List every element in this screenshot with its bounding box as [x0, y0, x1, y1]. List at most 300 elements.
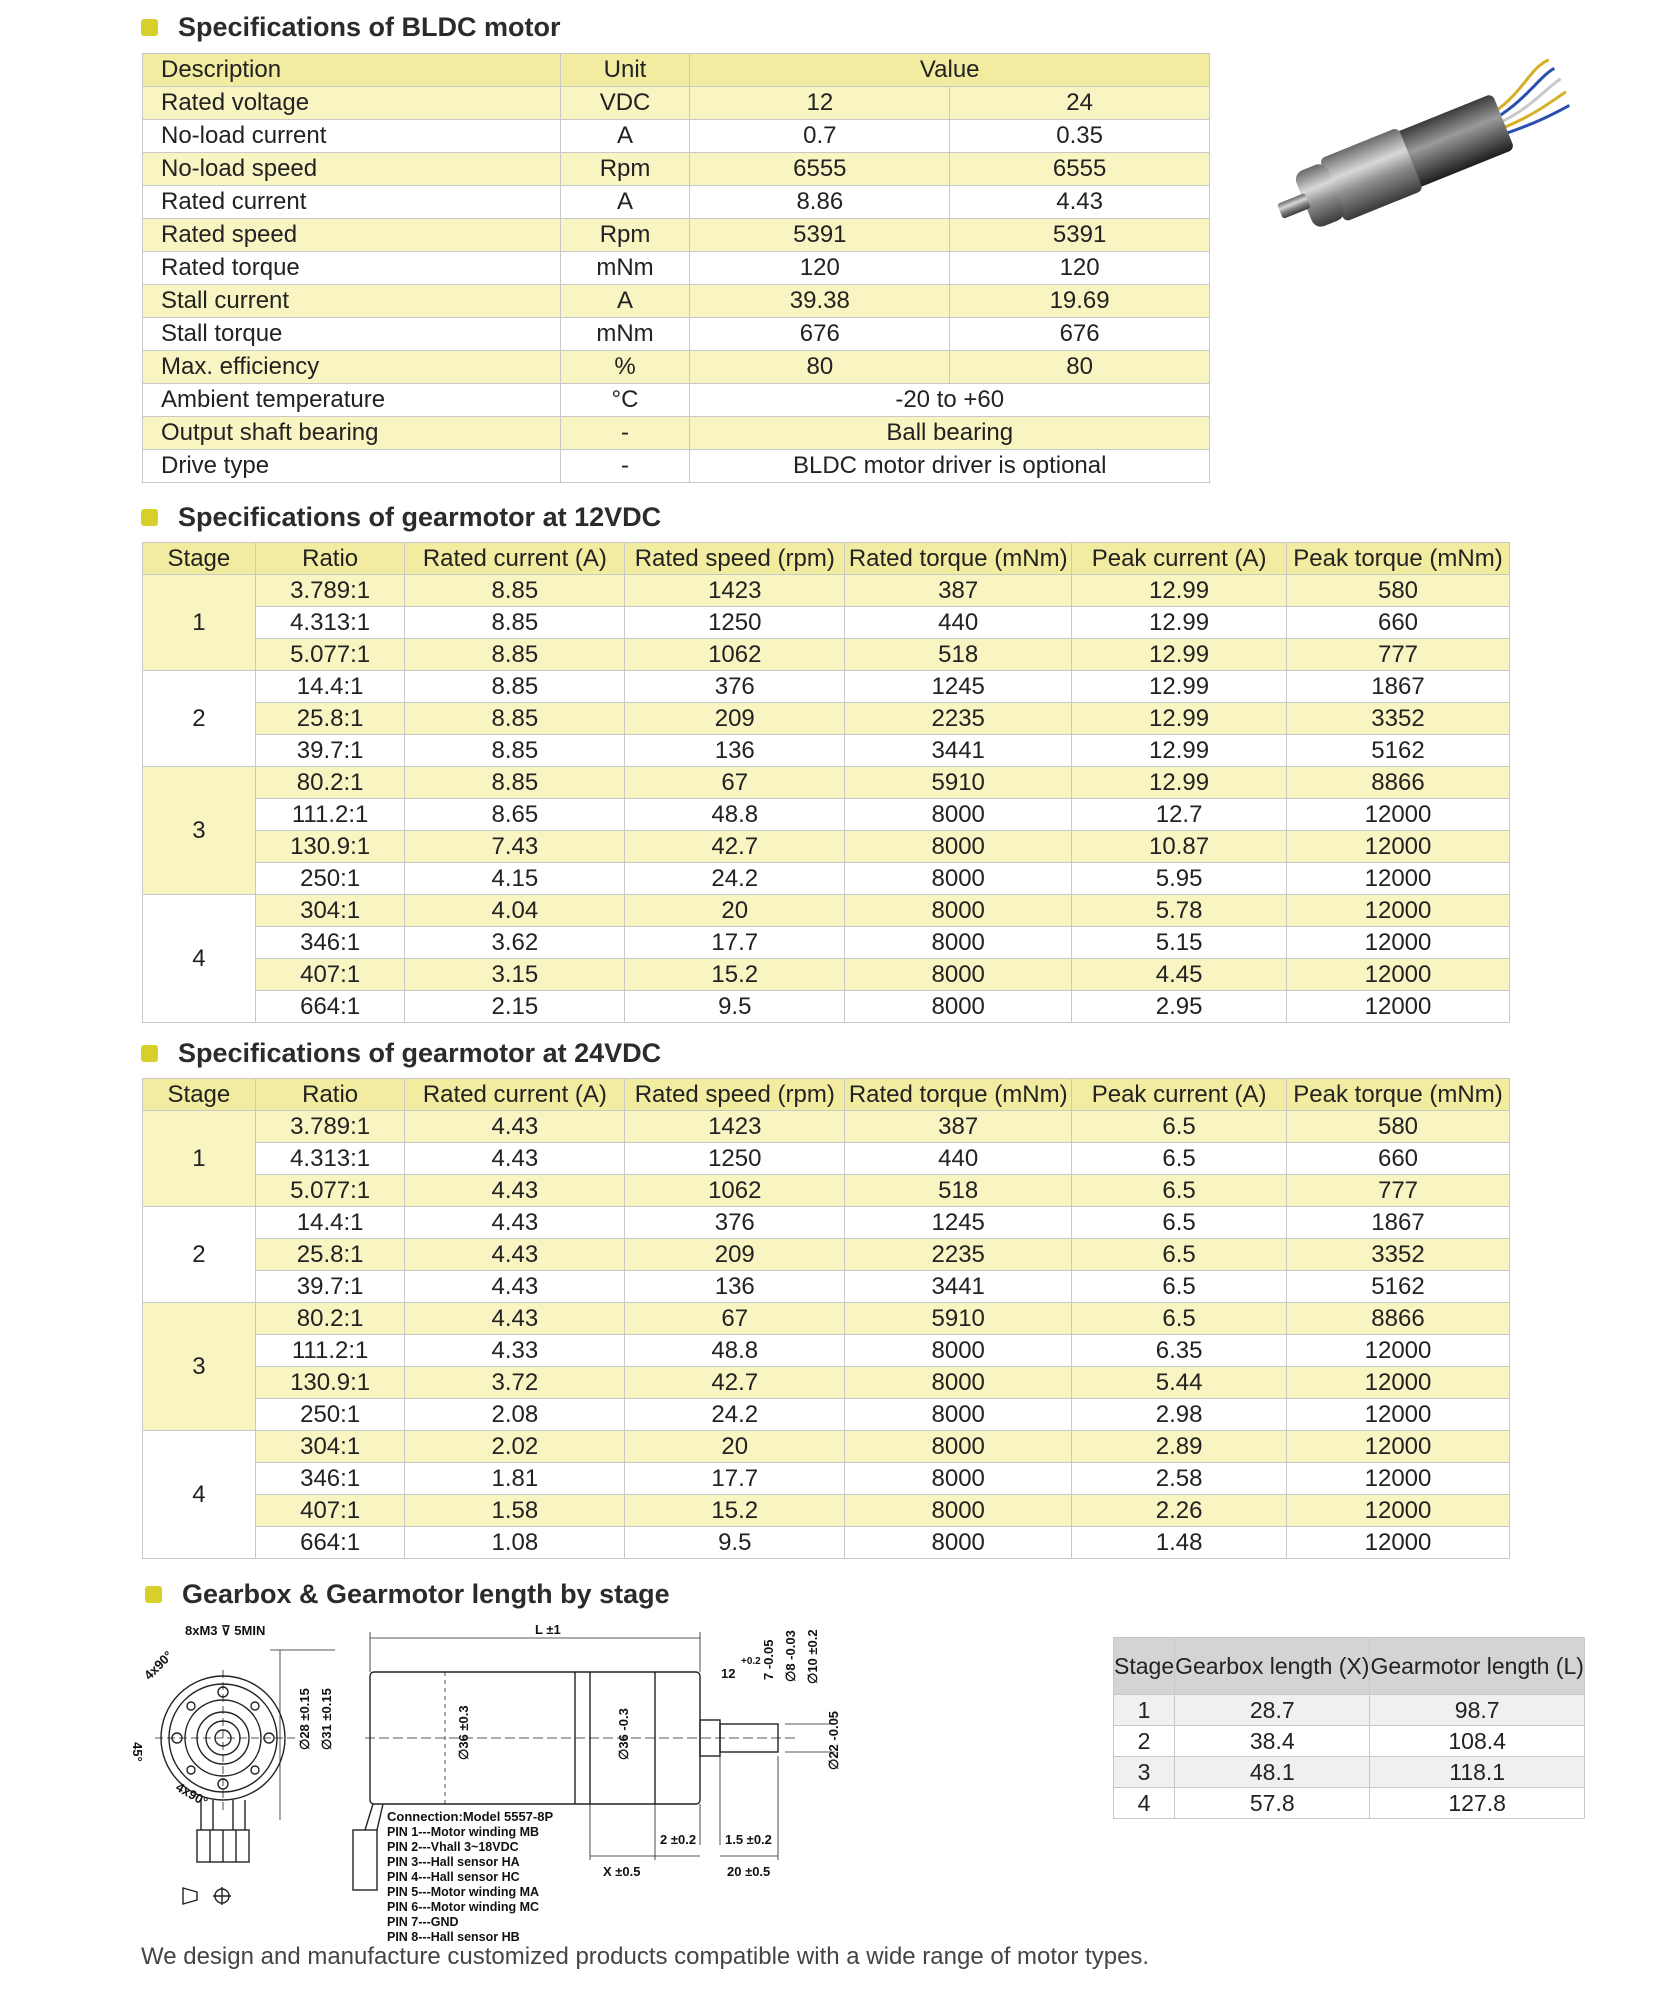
table-cell: 346:1: [255, 927, 405, 959]
table-row: [143, 767, 1510, 799]
table-cell: 14.4:1: [255, 671, 405, 703]
section-title-text: Specifications of gearmotor at 24VDC: [178, 1038, 662, 1068]
table-cell: 12000: [1287, 1495, 1510, 1527]
table-cell: A: [560, 120, 690, 153]
table-cell: 8866: [1287, 767, 1510, 799]
table-cell: 0.7: [690, 120, 950, 153]
table-cell: 2.02: [405, 1431, 625, 1463]
table-cell: 5.95: [1072, 863, 1287, 895]
table-cell: 4: [1114, 1788, 1175, 1819]
table-cell: 39.38: [690, 285, 950, 318]
col-header: Rated torque (mNm): [845, 543, 1072, 575]
table-cell: 6.5: [1072, 1271, 1287, 1303]
table-cell: 440: [845, 607, 1072, 639]
table-cell: 8000: [845, 831, 1072, 863]
table-cell: 118.1: [1370, 1757, 1584, 1788]
table-cell: 676: [690, 318, 950, 351]
dim-label: 20 ±0.5: [727, 1864, 771, 1879]
col-header: Gearbox length (X): [1175, 1638, 1370, 1695]
table-cell: 4.15: [405, 863, 625, 895]
table-cell: 660: [1287, 1143, 1510, 1175]
table-cell: 1423: [625, 1111, 845, 1143]
table-cell: No-load current: [143, 120, 561, 153]
table-cell: 5.44: [1072, 1367, 1287, 1399]
table-header-row: [143, 1079, 1510, 1111]
table-row: [143, 318, 1210, 351]
table-row: [1114, 1726, 1585, 1757]
col-header: Ratio: [255, 1079, 405, 1111]
table-cell: 5391: [690, 219, 950, 252]
table-cell: 12.99: [1072, 639, 1287, 671]
table-cell: 12000: [1287, 1335, 1510, 1367]
col-header: Peak torque (mNm): [1287, 543, 1510, 575]
table-cell: 5391: [950, 219, 1210, 252]
motor-product-image: [1255, 55, 1585, 255]
col-header: Ratio: [255, 543, 405, 575]
table-cell: 5.78: [1072, 895, 1287, 927]
table-cell: 8000: [845, 1527, 1072, 1559]
col-header: Stage: [143, 543, 256, 575]
gear24-spec-table: [142, 1078, 1510, 1559]
table-cell: 6.5: [1072, 1303, 1287, 1335]
table-row: [143, 1207, 1510, 1239]
col-header: Rated current (A): [405, 1079, 625, 1111]
table-cell: 518: [845, 1175, 1072, 1207]
table-cell: 4.43: [405, 1207, 625, 1239]
table-cell: 12: [690, 87, 950, 120]
table-cell: 67: [625, 1303, 845, 1335]
table-row: [143, 1495, 1510, 1527]
angle-label: 4x90°: [173, 1779, 211, 1810]
bullet-icon: [141, 509, 158, 526]
table-cell: A: [560, 285, 690, 318]
table-cell: 9.5: [625, 991, 845, 1023]
table-cell: 3.62: [405, 927, 625, 959]
table-cell: 12000: [1287, 991, 1510, 1023]
table-cell: Output shaft bearing: [143, 417, 561, 450]
table-cell: 664:1: [255, 1527, 405, 1559]
bullet-icon: [141, 1045, 158, 1062]
pin-label: PIN 4---Hall sensor HC: [387, 1870, 520, 1884]
table-cell: 8.85: [405, 575, 625, 607]
table-cell: 407:1: [255, 1495, 405, 1527]
table-cell: 8000: [845, 1495, 1072, 1527]
table-cell: 8.85: [405, 735, 625, 767]
table-row: [143, 927, 1510, 959]
table-row: [143, 219, 1210, 252]
pin-label: PIN 6---Motor winding MC: [387, 1900, 540, 1914]
table-cell: 346:1: [255, 1463, 405, 1495]
table-cell: 136: [625, 735, 845, 767]
table-cell: Rpm: [560, 219, 690, 252]
col-header: Value: [690, 54, 1210, 87]
table-cell: 8000: [845, 959, 1072, 991]
table-row: [143, 384, 1210, 417]
table-cell: 2235: [845, 1239, 1072, 1271]
table-row: [143, 1431, 1510, 1463]
table-cell: 250:1: [255, 1399, 405, 1431]
table-cell: 6.5: [1072, 1175, 1287, 1207]
table-cell: 4.43: [405, 1303, 625, 1335]
table-cell: 387: [845, 575, 1072, 607]
table-cell: 660: [1287, 607, 1510, 639]
table-row: [143, 863, 1510, 895]
table-cell: Rated speed: [143, 219, 561, 252]
table-cell: A: [560, 186, 690, 219]
dim-label: +0.2: [741, 1656, 761, 1667]
table-cell: 1.48: [1072, 1527, 1287, 1559]
table-cell: 1867: [1287, 1207, 1510, 1239]
table-cell: 4.45: [1072, 959, 1287, 991]
table-cell: mNm: [560, 252, 690, 285]
table-cell: 1245: [845, 1207, 1072, 1239]
table-cell: 8000: [845, 1431, 1072, 1463]
dim-label: 1.5 ±0.2: [725, 1832, 772, 1847]
table-cell: 3.15: [405, 959, 625, 991]
table-cell: 5.077:1: [255, 639, 405, 671]
table-cell: 1.58: [405, 1495, 625, 1527]
table-cell: 376: [625, 1207, 845, 1239]
table-row: [143, 1143, 1510, 1175]
table-cell: 111.2:1: [255, 1335, 405, 1367]
table-cell: 4.43: [405, 1111, 625, 1143]
table-cell: 9.5: [625, 1527, 845, 1559]
table-cell: °C: [560, 384, 690, 417]
table-cell: 48.8: [625, 1335, 845, 1367]
table-cell: 20: [625, 895, 845, 927]
pin-label: PIN 1---Motor winding MB: [387, 1825, 540, 1839]
stage-cell: 4: [143, 895, 256, 1023]
table-cell: 8000: [845, 895, 1072, 927]
table-cell: 12.7: [1072, 799, 1287, 831]
table-row: [143, 1239, 1510, 1271]
table-cell: 209: [625, 1239, 845, 1271]
table-cell: 8000: [845, 863, 1072, 895]
table-cell: 17.7: [625, 1463, 845, 1495]
table-row: [143, 285, 1210, 318]
table-cell: 2.98: [1072, 1399, 1287, 1431]
table-cell: 12000: [1287, 959, 1510, 991]
table-cell: 777: [1287, 1175, 1510, 1207]
col-header: Stage: [143, 1079, 256, 1111]
table-row: [143, 186, 1210, 219]
holes-label: 8xM3 ⊽ 5MIN: [185, 1623, 266, 1638]
table-cell: 209: [625, 703, 845, 735]
table-cell: 3352: [1287, 1239, 1510, 1271]
table-cell: 24.2: [625, 863, 845, 895]
dim-label: ∅22 -0.05: [826, 1710, 841, 1770]
table-cell: 2.08: [405, 1399, 625, 1431]
table-cell: 14.4:1: [255, 1207, 405, 1239]
table-cell: 12000: [1287, 1463, 1510, 1495]
table-cell: 4.313:1: [255, 607, 405, 639]
table-cell: 130.9:1: [255, 831, 405, 863]
dim-label: 2 ±0.2: [660, 1832, 697, 1847]
bullet-icon: [145, 1586, 162, 1603]
table-cell: Rated current: [143, 186, 561, 219]
table-cell: BLDC motor driver is optional: [690, 450, 1210, 483]
table-cell: 120: [950, 252, 1210, 285]
section-title-bldc: [141, 12, 561, 43]
stage-cell: 3: [143, 1303, 256, 1431]
table-cell: %: [560, 351, 690, 384]
section-title-text: Specifications of BLDC motor: [178, 12, 561, 42]
table-cell: 57.8: [1175, 1788, 1370, 1819]
pin-label: PIN 5---Motor winding MA: [387, 1885, 540, 1899]
table-cell: 2.95: [1072, 991, 1287, 1023]
table-cell: VDC: [560, 87, 690, 120]
table-cell: 6.5: [1072, 1239, 1287, 1271]
table-row: [143, 991, 1510, 1023]
table-row: [143, 120, 1210, 153]
table-row: [143, 639, 1510, 671]
table-cell: 12.99: [1072, 767, 1287, 799]
table-cell: 12.99: [1072, 575, 1287, 607]
table-cell: 3441: [845, 735, 1072, 767]
table-cell: 1250: [625, 1143, 845, 1175]
table-row: [143, 1303, 1510, 1335]
table-cell: 6555: [690, 153, 950, 186]
table-cell: 5162: [1287, 735, 1510, 767]
dim-label: 7 -0.05: [761, 1639, 776, 1680]
table-cell: 7.43: [405, 831, 625, 863]
table-cell: 1062: [625, 639, 845, 671]
table-cell: 8.85: [405, 703, 625, 735]
table-row: [143, 735, 1510, 767]
col-header: Peak current (A): [1072, 543, 1287, 575]
table-cell: 1: [1114, 1695, 1175, 1726]
table-row: [143, 87, 1210, 120]
table-cell: 4.43: [405, 1271, 625, 1303]
table-cell: 108.4: [1370, 1726, 1584, 1757]
table-cell: 440: [845, 1143, 1072, 1175]
table-row: [143, 831, 1510, 863]
table-cell: 39.7:1: [255, 1271, 405, 1303]
dim-label: ∅31 ±0.15: [319, 1688, 334, 1750]
table-header-row: [143, 543, 1510, 575]
table-row: [143, 1335, 1510, 1367]
col-header: Rated speed (rpm): [625, 1079, 845, 1111]
table-cell: 5162: [1287, 1271, 1510, 1303]
table-row: [1114, 1757, 1585, 1788]
table-cell: 3.789:1: [255, 1111, 405, 1143]
table-cell: 250:1: [255, 863, 405, 895]
pin-label: PIN 2---Vhall 3~18VDC: [387, 1840, 519, 1854]
table-cell: -: [560, 450, 690, 483]
table-cell: 2235: [845, 703, 1072, 735]
table-cell: 4.04: [405, 895, 625, 927]
stage-cell: 3: [143, 767, 256, 895]
table-row: [143, 1367, 1510, 1399]
table-cell: Rated voltage: [143, 87, 561, 120]
table-cell: 28.7: [1175, 1695, 1370, 1726]
length-table: [1113, 1637, 1585, 1819]
table-cell: 12000: [1287, 799, 1510, 831]
table-cell: 12000: [1287, 831, 1510, 863]
table-cell: 80: [690, 351, 950, 384]
table-cell: 48.8: [625, 799, 845, 831]
table-cell: 3441: [845, 1271, 1072, 1303]
table-row: [143, 153, 1210, 186]
table-cell: 17.7: [625, 927, 845, 959]
table-row: [143, 607, 1510, 639]
section-title-length: [145, 1579, 670, 1610]
table-header-row: [143, 54, 1210, 87]
table-cell: 127.8: [1370, 1788, 1584, 1819]
table-cell: 24: [950, 87, 1210, 120]
table-row: [143, 1399, 1510, 1431]
table-cell: 12000: [1287, 895, 1510, 927]
table-cell: 1250: [625, 607, 845, 639]
connection-label: Connection:Model 5557-8P: [387, 1809, 554, 1824]
table-cell: 4.33: [405, 1335, 625, 1367]
table-cell: 304:1: [255, 895, 405, 927]
table-cell: 676: [950, 318, 1210, 351]
table-cell: 12.99: [1072, 607, 1287, 639]
table-cell: 25.8:1: [255, 1239, 405, 1271]
table-cell: 2.26: [1072, 1495, 1287, 1527]
table-cell: 8000: [845, 991, 1072, 1023]
table-cell: Drive type: [143, 450, 561, 483]
table-cell: 8866: [1287, 1303, 1510, 1335]
table-row: [143, 799, 1510, 831]
table-cell: 98.7: [1370, 1695, 1584, 1726]
table-cell: 5.077:1: [255, 1175, 405, 1207]
table-cell: 130.9:1: [255, 1367, 405, 1399]
table-cell: 3.789:1: [255, 575, 405, 607]
table-cell: 4.43: [405, 1175, 625, 1207]
col-header: Peak torque (mNm): [1287, 1079, 1510, 1111]
table-cell: Stall torque: [143, 318, 561, 351]
table-cell: 376: [625, 671, 845, 703]
bldc-spec-table: [142, 53, 1210, 483]
col-header: Peak current (A): [1072, 1079, 1287, 1111]
table-cell: 6.5: [1072, 1207, 1287, 1239]
table-cell: 2.89: [1072, 1431, 1287, 1463]
table-row: [143, 351, 1210, 384]
table-cell: 8000: [845, 927, 1072, 959]
table-cell: 80.2:1: [255, 1303, 405, 1335]
table-cell: 4.43: [950, 186, 1210, 219]
table-cell: Max. efficiency: [143, 351, 561, 384]
table-cell: 4.43: [405, 1239, 625, 1271]
table-cell: 12.99: [1072, 735, 1287, 767]
table-cell: 1.08: [405, 1527, 625, 1559]
table-cell: 8.85: [405, 639, 625, 671]
angle-label: 4x90°: [140, 1647, 176, 1683]
table-row: [143, 1271, 1510, 1303]
dim-label: X ±0.5: [603, 1864, 641, 1879]
table-cell: 42.7: [625, 831, 845, 863]
table-cell: 664:1: [255, 991, 405, 1023]
table-cell: 8000: [845, 799, 1072, 831]
table-cell: 2.58: [1072, 1463, 1287, 1495]
table-cell: 111.2:1: [255, 799, 405, 831]
stage-cell: 2: [143, 1207, 256, 1303]
col-header: Description: [143, 54, 561, 87]
table-cell: 3.72: [405, 1367, 625, 1399]
table-cell: Rated torque: [143, 252, 561, 285]
dim-label: ∅36 -0.3: [616, 1708, 631, 1760]
table-cell: 48.1: [1175, 1757, 1370, 1788]
section-title-text: Gearbox & Gearmotor length by stage: [182, 1579, 670, 1609]
pin-label: PIN 8---Hall sensor HB: [387, 1930, 520, 1944]
col-header: Rated speed (rpm): [625, 543, 845, 575]
table-cell: 8000: [845, 1335, 1072, 1367]
table-cell: Ball bearing: [690, 417, 1210, 450]
table-cell: 1423: [625, 575, 845, 607]
table-row: [143, 1111, 1510, 1143]
table-cell: 3352: [1287, 703, 1510, 735]
table-cell: 1062: [625, 1175, 845, 1207]
table-cell: 12.99: [1072, 671, 1287, 703]
table-row: [143, 671, 1510, 703]
stage-cell: 1: [143, 1111, 256, 1207]
table-row: [143, 252, 1210, 285]
table-row: [143, 703, 1510, 735]
stage-cell: 2: [143, 671, 256, 767]
table-cell: 2: [1114, 1726, 1175, 1757]
table-cell: 6555: [950, 153, 1210, 186]
table-row: [143, 1527, 1510, 1559]
col-header: Unit: [560, 54, 690, 87]
table-row: [143, 895, 1510, 927]
table-row: [143, 575, 1510, 607]
table-cell: 8000: [845, 1463, 1072, 1495]
table-cell: 777: [1287, 639, 1510, 671]
table-cell: 136: [625, 1271, 845, 1303]
dim-label: ∅28 ±0.15: [297, 1688, 312, 1750]
table-cell: 12000: [1287, 1399, 1510, 1431]
dim-label: L ±1: [535, 1622, 561, 1637]
section-title-gear12: [141, 502, 661, 533]
table-cell: 518: [845, 639, 1072, 671]
table-cell: mNm: [560, 318, 690, 351]
section-title-gear24: [141, 1038, 661, 1069]
table-row: [1114, 1695, 1585, 1726]
table-cell: 1245: [845, 671, 1072, 703]
table-cell: 6.35: [1072, 1335, 1287, 1367]
gear12-spec-table: [142, 542, 1510, 1023]
table-row: [143, 417, 1210, 450]
table-cell: 2.15: [405, 991, 625, 1023]
table-cell: 3: [1114, 1757, 1175, 1788]
col-header: Rated torque (mNm): [845, 1079, 1072, 1111]
table-row: [143, 959, 1510, 991]
dim-label: ∅10 ±0.2: [805, 1629, 820, 1684]
table-cell: Stall current: [143, 285, 561, 318]
table-cell: 5910: [845, 1303, 1072, 1335]
table-cell: 8.85: [405, 607, 625, 639]
table-cell: 4.43: [405, 1143, 625, 1175]
table-cell: 8000: [845, 1367, 1072, 1399]
table-cell: 42.7: [625, 1367, 845, 1399]
table-cell: No-load speed: [143, 153, 561, 186]
table-cell: 120: [690, 252, 950, 285]
table-cell: 8.85: [405, 671, 625, 703]
table-cell: 5910: [845, 767, 1072, 799]
table-cell: 67: [625, 767, 845, 799]
bullet-icon: [141, 19, 158, 36]
section-title-text: Specifications of gearmotor at 12VDC: [178, 502, 662, 532]
table-cell: 387: [845, 1111, 1072, 1143]
table-cell: 10.87: [1072, 831, 1287, 863]
table-cell: 12000: [1287, 1367, 1510, 1399]
table-cell: 8.85: [405, 767, 625, 799]
table-row: [143, 450, 1210, 483]
table-row: [143, 1463, 1510, 1495]
pin-label: PIN 3---Hall sensor HA: [387, 1855, 520, 1869]
